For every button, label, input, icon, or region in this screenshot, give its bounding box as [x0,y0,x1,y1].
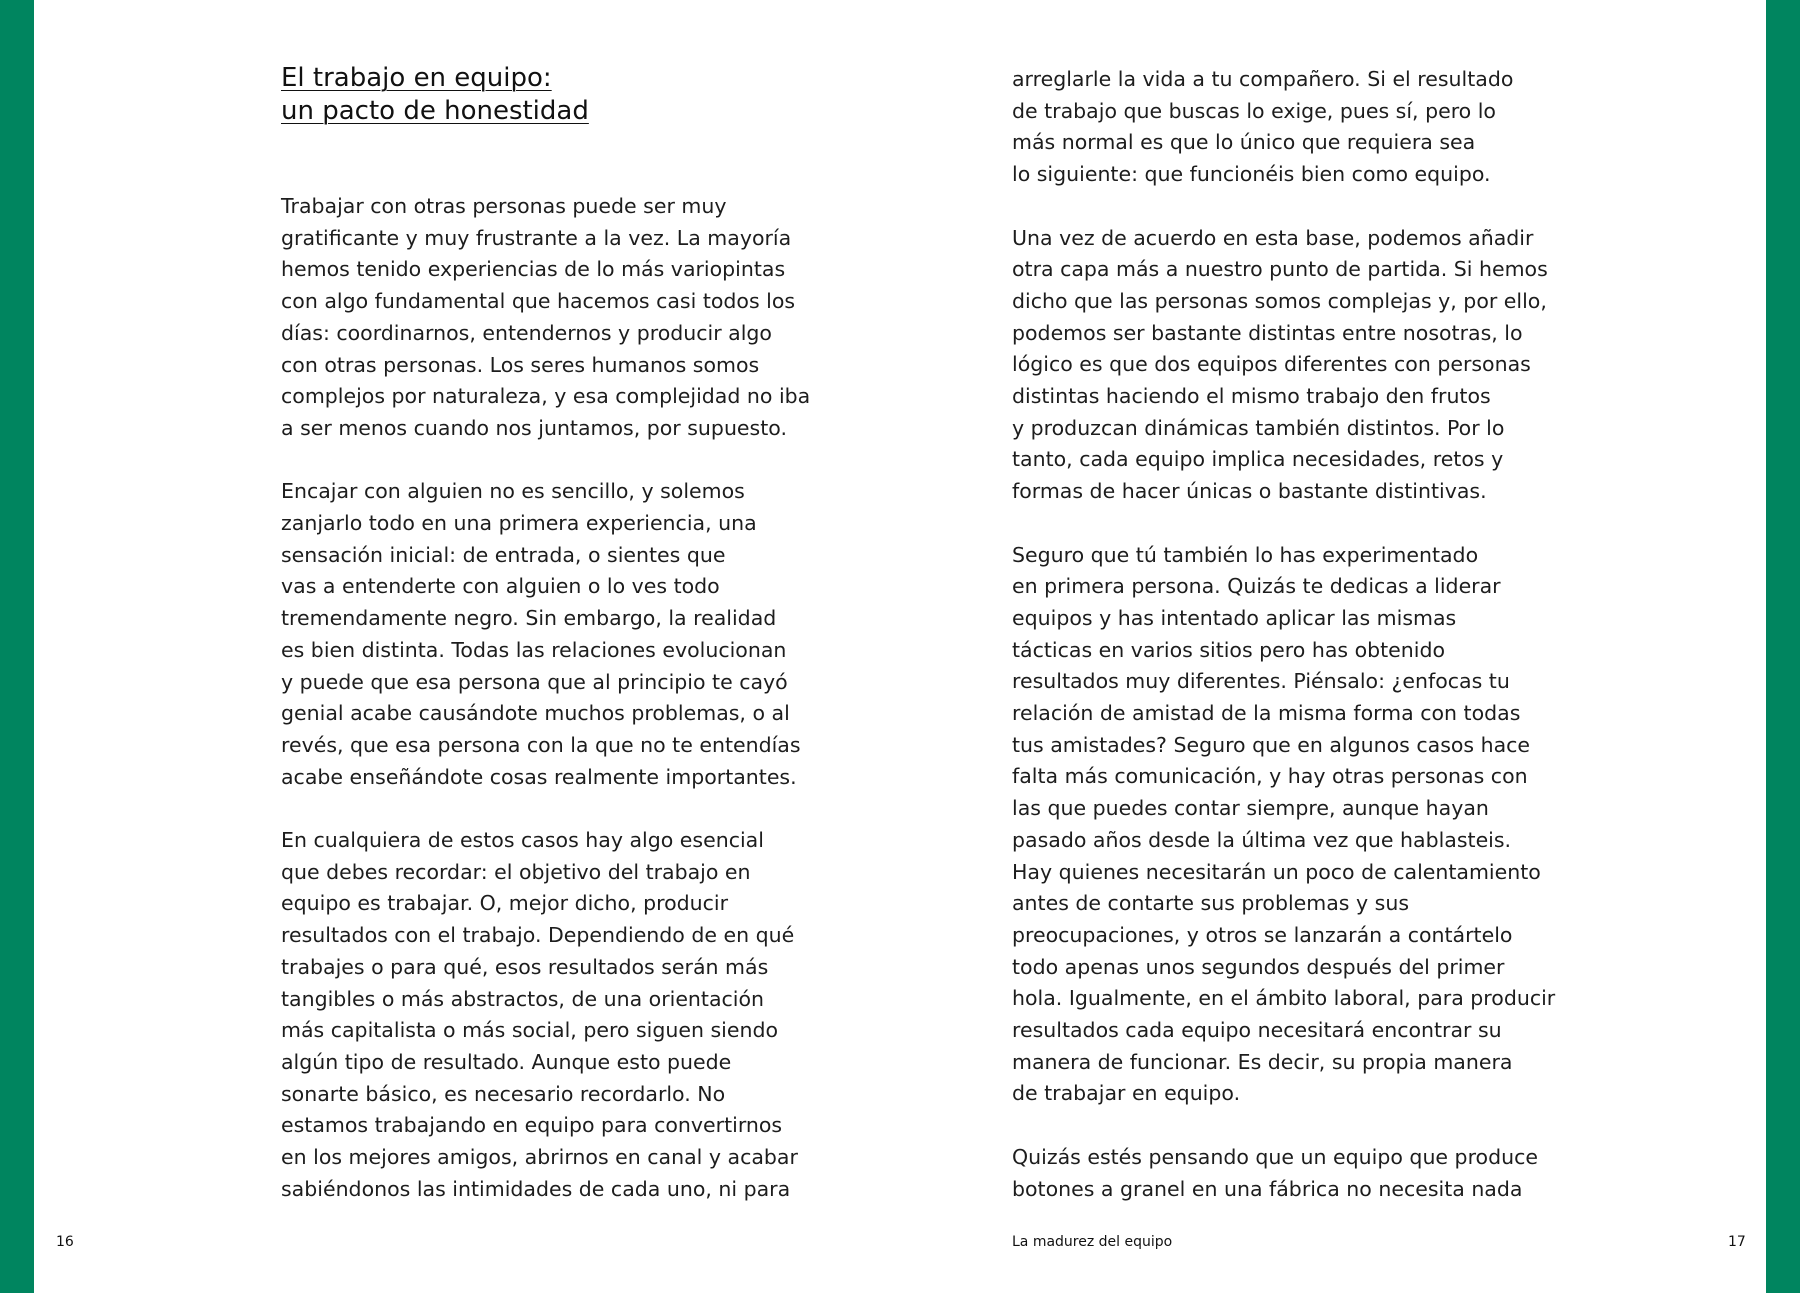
paragraph [281,825,811,1205]
text-line: hemos tenido experiencias de lo más variopintas [281,257,786,282]
text-line: arreglarle la vida a tu compañero. Si el resultado [1012,67,1514,91]
text-line: y produzcan dinámicas también distintos. Por lo [1012,415,1505,440]
paragraph [1012,540,1556,1111]
text-line: y puede que esa persona que al principio te cayó [281,669,788,694]
text-line: lógico es que dos equipos diferentes con personas [1012,352,1531,377]
text-line: Trabajar con otras personas puede ser muy [281,194,727,218]
text-line: falta más comunicación, y hay otras personas con [1012,764,1528,789]
text-line: resultados muy diferentes. Piénsalo: ¿enfocas tu [1012,669,1510,694]
text-line: lo siguiente: que funcionéis bien como equipo. [1012,162,1491,187]
paragraph [1012,1142,1542,1205]
text-line: Encajar con alguien no es sencillo, y solemos [281,479,745,504]
text-line: distintas haciendo el mismo trabajo den frutos [1012,384,1491,409]
text-line: preocupaciones, y otros se lanzarán a contártelo [1012,922,1513,947]
paragraph [281,476,811,793]
text-line: de trabajo que buscas lo exige, pues sí, pero lo [1012,98,1496,123]
text-line: equipos y has intentado aplicar las mismas [1012,605,1457,630]
text-line: las que puedes contar siempre, aunque hayan [1012,796,1489,821]
paragraph [1012,223,1548,508]
text-line: más capitalista o más social, pero siguen siendo [281,1018,779,1043]
text-line: sonarte básico, es necesario recordarlo. No [281,1081,726,1106]
text-line: sabiéndonos las intimidades de cada uno, ni para [281,1176,791,1201]
text-line: botones a granel en una fábrica no necesita nada [1012,1176,1523,1201]
text-line: Hay quienes necesitarán un poco de calentamiento [1012,859,1541,884]
left-page-number: 16 [56,1234,74,1250]
text-line: tremendamente negro. Sin embargo, la realidad [281,606,777,631]
text-line: resultados cada equipo necesitará encontrar su [1012,1018,1502,1043]
text-line: dicho que las personas somos complejas y, por ello, [1012,288,1547,313]
text-line: tangibles o más abstractos, de una orientación [281,986,765,1011]
text-line: tanto, cada equipo implica necesidades, retos y [1012,447,1504,472]
text-line: podemos ser bastante distintas entre nosotras, lo [1012,320,1523,345]
text-line: más normal es que lo único que requiera sea [1012,130,1476,155]
text-line: sensación inicial: de entrada, o sientes que [281,542,726,567]
paragraph [281,191,811,445]
text-line: tácticas en varios sitios pero has obtenido [1012,637,1446,662]
text-line: es bien distinta. Todas las relaciones evolucionan [281,637,787,662]
text-line: estamos trabajando en equipo para convertirnos [281,1113,783,1138]
text-line: tus amistades? Seguro que en algunos casos hace [1012,732,1531,757]
text-line: vas a entenderte con alguien o lo ves todo [281,574,720,599]
text-line: de trabajar en equipo. [1012,1081,1241,1106]
paragraph [1012,64,1542,191]
text-line: En cualquiera de estos casos hay algo esencial [281,828,764,853]
text-line: hola. Igualmente, en el ámbito laboral, para producir [1012,986,1556,1011]
text-line: otra capa más a nuestro punto de partida. Si hemos [1012,257,1548,282]
text-line: resultados con el trabajo. Dependiendo de en qué [281,923,795,948]
text-line: acabe enseñándote cosas realmente importantes. [281,764,797,789]
text-line: todo apenas unos segundos después del primer [1012,954,1505,979]
left-accent-band [0,0,34,1293]
text-line: revés, que esa persona con la que no te entendías [281,732,801,757]
text-line: pasado años desde la última vez que hablasteis. [1012,827,1512,852]
text-line: que debes recordar: el objetivo del trabajo en [281,859,751,884]
heading-line: un pacto de honestidad [281,96,589,126]
text-line: con algo fundamental que hacemos casi todos los [281,289,796,314]
text-line: Quizás estés pensando que un equipo que produce [1012,1144,1538,1169]
text-line: días: coordinarnos, entendernos y producir algo [281,320,772,345]
text-line: en primera persona. Quizás te dedicas a liderar [1012,574,1501,599]
text-line: complejos por naturaleza, y esa complejidad no iba [281,384,811,409]
text-line: antes de contarte sus problemas y sus [1012,891,1409,916]
text-line: gratificante y muy frustrante a la vez. La mayoría [281,225,792,250]
right-page-number: 17 [1728,1234,1746,1250]
left-text-column [281,191,811,1205]
text-line: genial acabe causándote muchos problemas, o al [281,701,790,726]
text-line: a ser menos cuando nos juntamos, por supuesto. [281,415,787,440]
right-accent-band [1766,0,1800,1293]
text-line: algún tipo de resultado. Aunque esto puede [281,1049,732,1074]
text-line: Una vez de acuerdo en esta base, podemos añadir [1012,225,1534,250]
text-line: equipo es trabajar. O, mejor dicho, producir [281,891,729,916]
section-heading [281,62,589,128]
heading-line: El trabajo en equipo: [281,63,552,93]
text-line: relación de amistad de la misma forma con todas [1012,701,1521,726]
text-line: formas de hacer únicas o bastante distintivas. [1012,479,1487,504]
text-line: con otras personas. Los seres humanos somos [281,352,760,377]
text-line: trabajes o para qué, esos resultados serán más [281,954,769,979]
text-line: Seguro que tú también lo has experimentado [1012,542,1479,567]
text-line: en los mejores amigos, abrirnos en canal y acabar [281,1145,798,1170]
running-title: La madurez del equipo [1012,1234,1173,1250]
right-text-column [1012,64,1556,1205]
text-line: manera de funcionar. Es decir, su propia manera [1012,1049,1513,1074]
text-line: zanjarlo todo en una primera experiencia, una [281,511,757,536]
